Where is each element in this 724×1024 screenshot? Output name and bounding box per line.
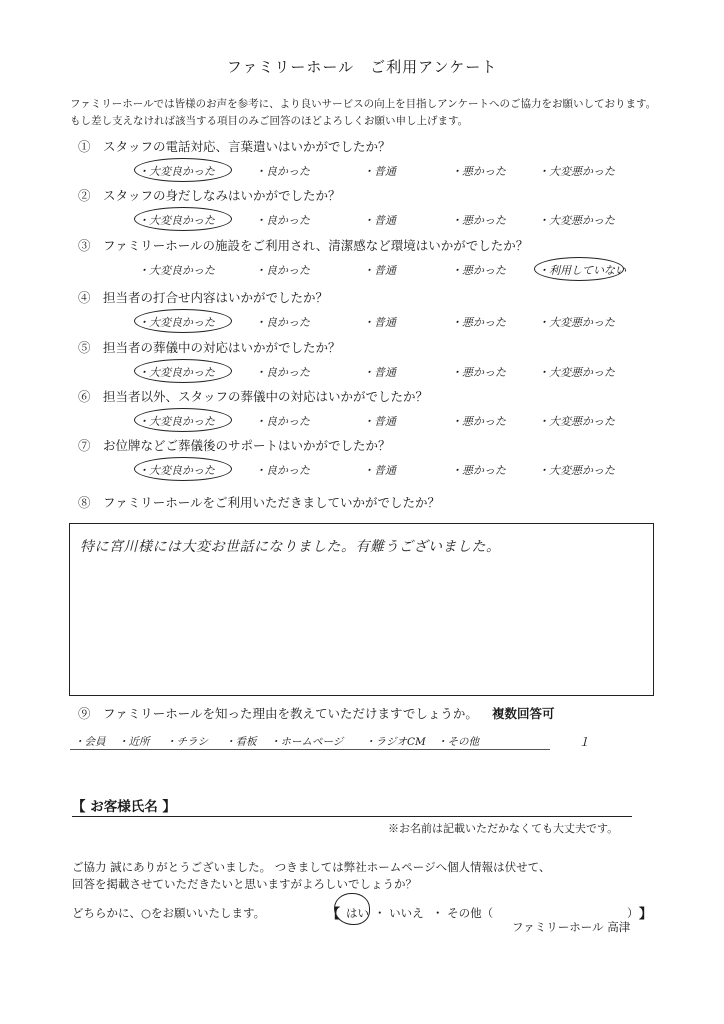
rating-option[interactable]: ・普通 xyxy=(363,415,396,428)
rating-option[interactable]: ・大変悪かった xyxy=(538,214,615,227)
rating-option[interactable]: ・大変悪かった xyxy=(538,316,615,329)
closing-line-2: 回答を掲載させていただきたいと思いますがよろしいでしょうか？ xyxy=(72,877,417,891)
rating-option[interactable]: ・良かった xyxy=(255,316,310,329)
source-option[interactable]: ・会員 xyxy=(74,736,106,748)
source-option[interactable]: ・近所 xyxy=(118,736,150,748)
question-label: ③ ファミリーホールの施設をご利用され、清潔感など環境はいかがでしたか？ xyxy=(78,238,529,253)
question-label: ② スタッフの身だしなみはいかがでしたか？ xyxy=(78,188,341,203)
rating-option[interactable]: ・悪かった xyxy=(451,264,506,277)
rating-option[interactable]: ・良かった xyxy=(255,464,310,477)
rating-option[interactable]: ・悪かった xyxy=(451,316,506,329)
rating-option[interactable]: ・普通 xyxy=(363,366,396,379)
free-comment-answer: 特に宮川様には大変お世話になりました。有難うございました。 xyxy=(80,539,501,555)
choice-other-close: ） xyxy=(627,906,639,920)
rating-option[interactable]: ・大変悪かった xyxy=(538,366,615,379)
source-option[interactable]: ・看板 xyxy=(225,736,257,748)
question-label: ⑤ 担当者の葬儀中の対応はいかがでしたか？ xyxy=(78,340,341,355)
rating-option[interactable]: ・悪かった xyxy=(451,366,506,379)
other-source-answer: １ xyxy=(578,735,591,749)
rating-option[interactable]: ・普通 xyxy=(363,264,396,277)
bracket-open: 【 xyxy=(327,907,341,922)
customer-name-heading: 【 お客様氏名 】 xyxy=(72,799,176,815)
rating-option[interactable]: ・大変良かった xyxy=(138,316,215,329)
question-label: ① スタッフの電話対応、言葉遣いはいかがでしたか？ xyxy=(78,139,391,154)
rating-option[interactable]: ・良かった xyxy=(255,165,310,178)
rating-option[interactable]: ・普通 xyxy=(363,165,396,178)
rating-option[interactable]: ・悪かった xyxy=(451,214,506,227)
rating-option[interactable]: ・普通 xyxy=(363,316,396,329)
rating-option[interactable]: ・大変悪かった xyxy=(538,165,615,178)
intro-line-2: もし差し支えなければ該当する項目のみご回答のほどよろしくお願い申し上げます。 xyxy=(70,115,469,127)
q9-note: 複数回答可 xyxy=(492,706,555,721)
rating-option[interactable]: ・悪かった xyxy=(451,464,506,477)
rating-option[interactable]: ・大変良かった xyxy=(138,214,215,227)
q9-label: ⑨ ファミリーホールを知った理由を教えていただけますでしょうか。 xyxy=(78,706,478,721)
choice-other[interactable]: ・ その他（ xyxy=(432,906,494,920)
choice-yes[interactable]: はい xyxy=(346,906,369,920)
bracket-close: 】 xyxy=(639,907,653,922)
rating-option[interactable]: ・悪かった xyxy=(451,415,506,428)
circle-request: どちらかに、○をお願いいたします。 xyxy=(72,906,266,920)
customer-name-line xyxy=(72,816,632,817)
rating-option[interactable]: ・良かった xyxy=(255,366,310,379)
signature: ファミリーホール 高津 xyxy=(512,920,631,934)
rating-option[interactable]: ・普通 xyxy=(363,464,396,477)
rating-option[interactable]: ・良かった xyxy=(255,415,310,428)
question-label: ⑥ 担当者以外、スタッフの葬儀中の対応はいかがでしたか？ xyxy=(78,389,429,404)
customer-name-note: ※お名前は記載いただかなくても大丈夫です。 xyxy=(388,822,619,835)
choice-no[interactable]: ・ いいえ xyxy=(374,906,424,920)
rating-option[interactable]: ・大変良かった xyxy=(138,415,215,428)
free-comment-box[interactable] xyxy=(69,523,654,696)
closing-line-1: ご協力 誠にありがとうございました。 つきましては弊社ホームページへ個人情報は伏せて、 xyxy=(72,860,551,874)
question-label: ⑦ お位牌などご葬儀後のサポートはいかがでしたか？ xyxy=(78,438,391,453)
rating-option[interactable]: ・大変良かった xyxy=(138,464,215,477)
q8-label: ⑧ ファミリーホールをご利用いただきましていかがでしたか？ xyxy=(78,495,441,510)
source-option[interactable]: ・ホームページ xyxy=(270,736,344,748)
survey-title: ファミリーホール ご利用アンケート xyxy=(226,58,498,76)
rating-option[interactable]: ・良かった xyxy=(255,214,310,227)
rating-option[interactable]: ・良かった xyxy=(255,264,310,277)
rating-option[interactable]: ・利用していない xyxy=(538,264,626,277)
rating-option[interactable]: ・大変悪かった xyxy=(538,464,615,477)
rating-option[interactable]: ・普通 xyxy=(363,214,396,227)
source-option[interactable]: ・ラジオCM xyxy=(365,736,426,748)
rating-option[interactable]: ・悪かった xyxy=(451,165,506,178)
source-option[interactable]: ・その他 xyxy=(437,736,479,748)
question-label: ④ 担当者の打合せ内容はいかがでしたか？ xyxy=(78,290,329,305)
rating-option[interactable]: ・大変悪かった xyxy=(538,415,615,428)
source-option[interactable]: ・チラシ xyxy=(166,736,208,748)
intro-line-1: ファミリーホールでは皆様のお声を参考に、より良いサービスの向上を目指しアンケートへのご協力をお願いしております。 xyxy=(70,98,657,110)
rating-option[interactable]: ・大変良かった xyxy=(138,165,215,178)
rating-option[interactable]: ・大変良かった xyxy=(138,366,215,379)
rating-option[interactable]: ・大変良かった xyxy=(138,264,215,277)
